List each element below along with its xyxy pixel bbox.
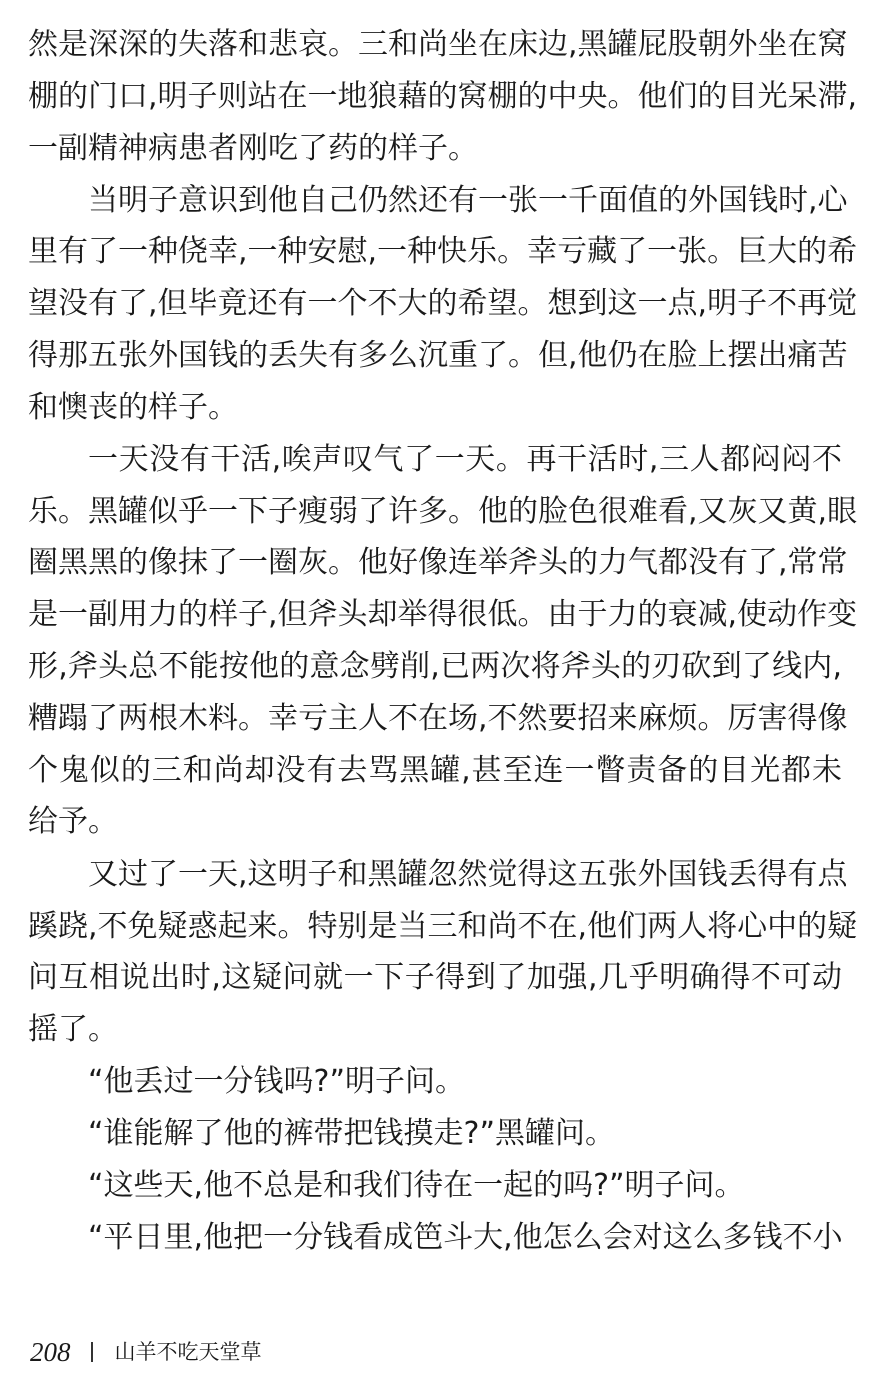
- text-line: 和懊丧的样子。: [28, 390, 238, 425]
- text-line: 里有了一种侥幸,一种安慰,一种快乐。幸亏藏了一张。巨大的希: [28, 234, 858, 269]
- text-line: 问互相说出时,这疑问就一下子得到了加强,几乎明确得不可动: [28, 960, 842, 995]
- page-footer: [30, 1335, 262, 1369]
- dialogue-line: “这些天,他不总是和我们待在一起的吗?”明子问。: [88, 1168, 745, 1203]
- text-line: 糟蹋了两根木料。幸亏主人不在场,不然要招来麻烦。厉害得像: [28, 701, 848, 736]
- text-line: 然是深深的失落和悲哀。三和尚坐在床边,黑罐屁股朝外坐在窝: [28, 27, 848, 62]
- text-line: 当明子意识到他自己仍然还有一张一千面值的外国钱时,心: [88, 183, 848, 218]
- page-number: 208: [30, 1337, 71, 1367]
- footer-divider: [91, 1342, 93, 1362]
- dialogue-line: “他丢过一分钱吗?”明子问。: [88, 1064, 466, 1099]
- text-line: 一副精神病患者刚吃了药的样子。: [28, 131, 478, 166]
- text-line: 棚的门口,明子则站在一地狼藉的窝棚的中央。他们的目光呆滞,: [28, 79, 858, 114]
- text-line: 望没有了,但毕竟还有一个不大的希望。想到这一点,明子不再觉: [28, 286, 858, 321]
- text-line: 一天没有干活,唉声叹气了一天。再干活时,三人都闷闷不: [88, 442, 842, 477]
- text-line: 给予。: [28, 804, 118, 839]
- text-line: 是一副用力的样子,但斧头却举得很低。由于力的衰减,使动作变: [28, 597, 858, 632]
- dialogue-line: “谁能解了他的裤带把钱摸走?”黑罐问。: [88, 1116, 616, 1151]
- book-title: 山羊不吃天堂草: [114, 1340, 262, 1364]
- text-line: 乐。黑罐似乎一下子瘦弱了许多。他的脸色很难看,又灰又黄,眼: [28, 494, 858, 529]
- text-line: 又过了一天,这明子和黑罐忽然觉得这五张外国钱丢得有点: [88, 857, 848, 892]
- text-line: 蹊跷,不免疑惑起来。特别是当三和尚不在,他们两人将心中的疑: [28, 909, 858, 944]
- dialogue-line: “平日里,他把一分钱看成笆斗大,他怎么会对这么多钱不小: [88, 1220, 843, 1255]
- text-line: 圈黑黑的像抹了一圈灰。他好像连举斧头的力气都没有了,常常: [28, 545, 848, 580]
- text-line: 个鬼似的三和尚却没有去骂黑罐,甚至连一瞥责备的目光都未: [28, 753, 842, 788]
- text-line: 摇了。: [28, 1012, 118, 1047]
- text-line: 得那五张外国钱的丢失有多么沉重了。但,他仍在脸上摆出痛苦: [28, 338, 848, 373]
- text-line: 形,斧头总不能按他的意念劈削,已两次将斧头的刃砍到了线内,: [28, 649, 842, 684]
